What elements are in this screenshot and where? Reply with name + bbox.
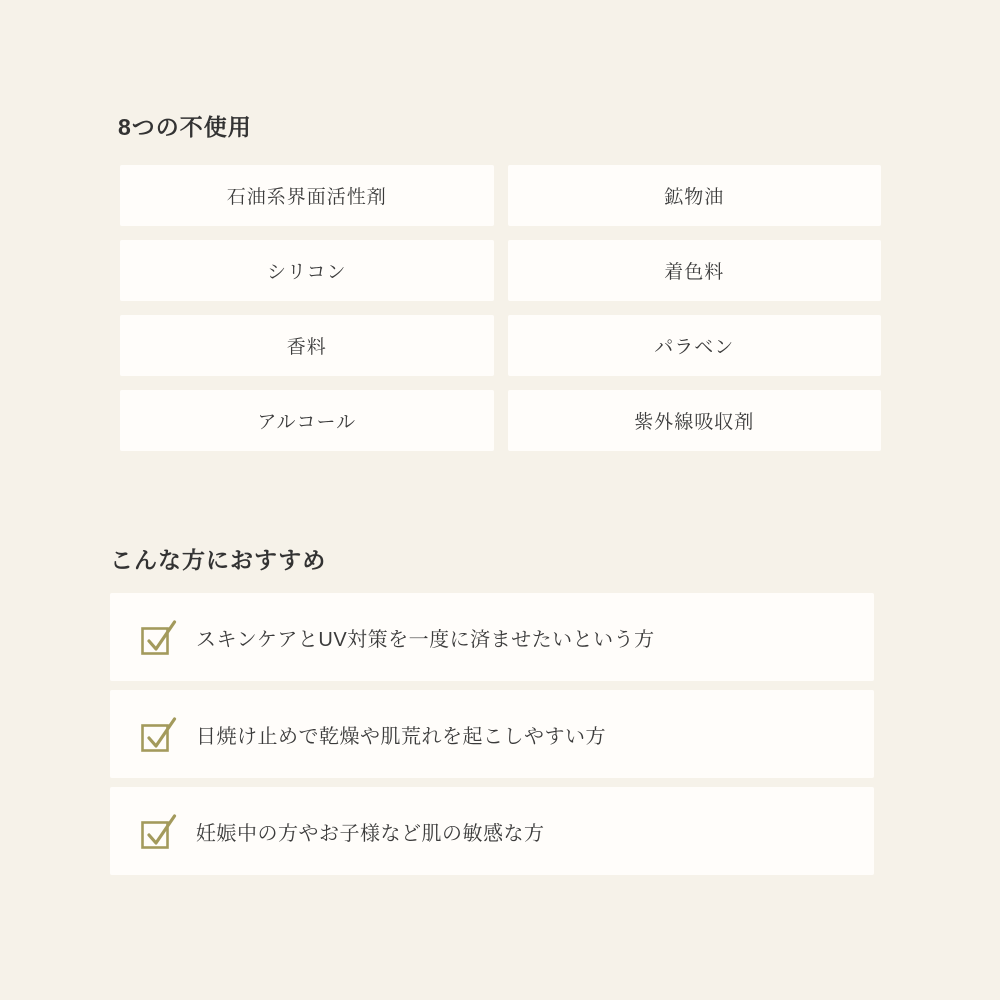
free-of-item-petroleum-surfactant: 石油系界面活性剤 [120,165,494,226]
checked-checkbox-icon [140,813,178,849]
recommend-item-row [110,593,874,681]
free-of-item-paraben: パラベン [508,315,882,376]
recommend-item-text: 妊娠中の方やお子様など肌の敏感な方 [196,822,545,845]
recommend-item-row [110,690,874,778]
free-of-item-alcohol: アルコール [120,390,494,451]
free-of-item-fragrance: 香料 [120,315,494,376]
recommend-item-text: スキンケアとUV対策を一度に済ませたいという方 [196,628,655,651]
checked-checkbox-icon [140,619,178,655]
checked-checkbox-icon [140,716,178,752]
recommend-item-row [110,787,874,875]
free-of-item-mineral-oil: 鉱物油 [508,165,882,226]
free-of-grid [120,165,881,451]
free-of-section-title: 8つの不使用 [118,114,252,140]
free-of-item-uv-absorber: 紫外線吸収剤 [508,390,882,451]
recommend-item-text: 日焼け止めで乾燥や肌荒れを起こしやすい方 [196,725,606,748]
free-of-item-coloring: 着色料 [508,240,882,301]
recommend-list [110,593,874,884]
recommend-section-title: こんな方におすすめ [110,547,327,573]
free-of-item-silicone: シリコン [120,240,494,301]
